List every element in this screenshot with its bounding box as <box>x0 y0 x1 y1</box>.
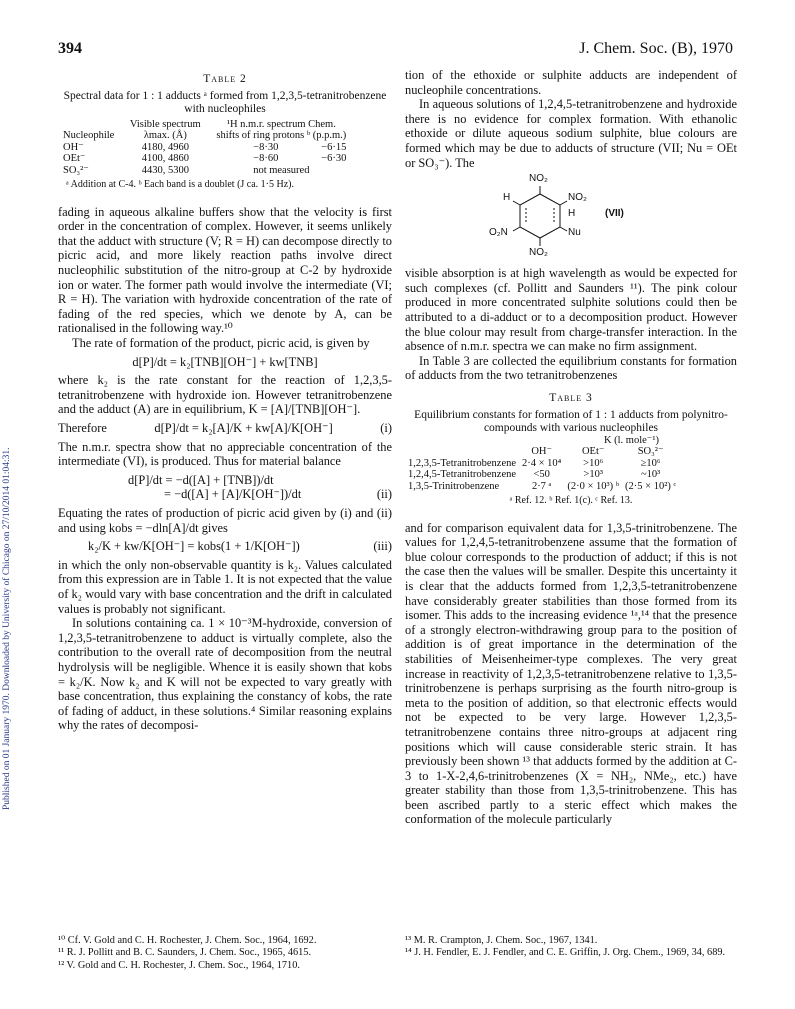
footnote: ¹⁰ Cf. V. Gold and C. H. Rochester, J. Chem. Soc., 1964, 1692. <box>58 935 317 946</box>
table-cell: −6·15 <box>321 141 347 153</box>
equation: d[P]/dt = k₂[TNB][OH⁻] + kw[TNB] <box>132 354 318 369</box>
equation-line: = −d([A] + [A]/K[OH⁻])/dt <box>164 487 302 502</box>
equation-line: d[P]/dt = −d([A] + [TNB])/dt <box>128 472 274 487</box>
download-watermark: Published on 01 January 1970. Downloaded by University of Chicago on 27/10/2014 01:04:31. <box>2 447 12 810</box>
table2-title: Spectral data for 1 : 1 adducts ᵃ formed from 1,2,3,5-tetranitrobenzene with nucleophiles <box>63 89 387 115</box>
table2-note: ᵃ Addition at C-4. ᵇ Each band is a doublet (J ca. 1·5 Hz). <box>66 179 294 191</box>
equation-body: d[P]/dt = k₂[A]/K + kw[A]/K[OH⁻] <box>154 421 333 435</box>
table3 <box>405 446 679 492</box>
table-cell: 1,2,4,5-Tetranitrobenzene <box>408 469 517 480</box>
footnote: ¹¹ R. J. Pollitt and B. C. Saunders, J. Chem. Soc., 1965, 4615. <box>58 947 312 959</box>
table2-head-nucleophile: Nucleophile <box>63 130 115 142</box>
structure-vii <box>405 172 737 264</box>
table-row <box>60 165 355 177</box>
equation-number: (i) <box>380 421 392 435</box>
table3-caption: Table 3 <box>549 391 593 404</box>
table-cell: not measured <box>253 164 310 176</box>
table-cell: 1,3,5-Trinitrobenzene <box>408 480 500 492</box>
struct-nu: Nu <box>568 227 581 239</box>
table-cell: SO₃²⁻ <box>63 164 89 176</box>
equation <box>58 539 392 554</box>
footnote: ¹⁴ J. H. Fendler, E. J. Fendler, and C. E. Griffin, J. Org. Chem., 1969, 34, 689. <box>405 947 726 959</box>
table-cell: SO₃²⁻ <box>637 446 664 457</box>
footnotes-right <box>405 935 737 960</box>
table2 <box>60 119 355 177</box>
table-cell: 2·4 × 10⁴ <box>522 457 562 469</box>
table2-head-visible: Visible spectrum λmax. (Å) <box>129 118 201 142</box>
equation-body: k₂/K + kw/K[OH⁻] = kobs(1 + 1/K[OH⁻]) <box>88 539 300 554</box>
paragraph: The rate of formation of the product, picric acid, is given by <box>72 336 370 351</box>
table-cell: (2·0 × 10³) ᵇ <box>567 480 620 492</box>
struct-no2-left: O₂N <box>489 227 508 239</box>
footnote: ¹³ M. R. Crampton, J. Chem. Soc., 1967, 1341. <box>405 935 598 946</box>
table-row <box>405 458 679 470</box>
paragraph: tion of the ethoxide or sulphite adducts are independent of nucleophile concentrations. <box>405 68 737 97</box>
struct-h-left: H <box>503 192 511 204</box>
table-cell: −8·60 <box>253 153 279 165</box>
footnotes-left <box>58 935 392 972</box>
table-cell: 4100, 4860 <box>141 153 189 165</box>
struct-top-no2: NO₂ <box>529 173 548 185</box>
table-cell: 4180, 4960 <box>141 141 189 153</box>
table2-head-nmr: ¹H n.m.r. spectrum Chem. shifts of ring protons ᵇ (p.p.m.) <box>216 118 347 142</box>
paragraph: In Table 3 are collected the equilibrium constants for formation of adducts from the two tetranitrobenzenes <box>405 353 737 383</box>
table-cell <box>349 165 355 177</box>
table-row <box>405 481 679 493</box>
equation-number: (ii) <box>376 487 392 502</box>
left-column <box>58 68 392 733</box>
paragraph: Equating the rates of production of picric acid given by (i) and (ii) and using kobs = −dln[A]/dt gives <box>58 505 392 535</box>
journal-header: J. Chem. Soc. (B), 1970 <box>579 40 733 57</box>
page-number: 394 <box>58 40 82 57</box>
paragraph: where k₂ is the rate constant for the reaction of 1,2,3,5-tetranitrobenzene with hydroxide ion. However tetranitrobenzene and the adduct (A) are in equilibrium, K = [A]/[TNB][OH⁻]. <box>58 373 392 417</box>
paragraph: In aqueous solutions of 1,2,4,5-tetranitrobenzene and hydroxide there is no evidence for complex formation. With ethanolic ethoxide or dilute aqueous sodium sulphite, blue colours are formed which may be due to adducts of structure (VII; Nu = OEt or SO₃⁻). The <box>405 97 737 170</box>
struct-label: (VII) <box>605 208 624 220</box>
table-cell: OEt⁻ <box>63 153 86 165</box>
equation <box>128 473 392 502</box>
table-cell: >10³ <box>583 469 603 480</box>
right-column <box>405 68 737 827</box>
table-cell: <50 <box>533 469 550 480</box>
table2-caption: Table 2 <box>203 73 247 85</box>
table3-k-head: K (l. mole⁻¹) <box>603 434 659 446</box>
equation-number: (iii) <box>373 539 392 554</box>
table-row <box>405 469 679 481</box>
table-cell: −8·30 <box>253 141 279 153</box>
table-cell: ~10³ <box>640 469 661 480</box>
table-cell: ≥10⁶ <box>640 457 661 469</box>
table-cell: (2·5 × 10²) ᶜ <box>625 480 677 492</box>
table-cell: 2·7 ᵃ <box>531 480 552 492</box>
paragraph: in which the only non-observable quantity is k₂. Values calculated from this expression are in Table 1. It is not expected that the value of k₂ would vary with base concentration and the drift in calculated values is probably not significant. <box>58 557 392 616</box>
equation-lead: Therefore <box>58 421 107 435</box>
table-cell <box>405 446 519 458</box>
table-cell: OH⁻ <box>531 446 553 457</box>
struct-h-right: H <box>568 208 576 220</box>
table-cell: −6·30 <box>321 153 347 165</box>
table3-title: Equilibrium constants for formation of 1 : 1 adducts from polynitro-compounds with various nucleophiles <box>414 408 728 434</box>
footnote: ¹² V. Gold and C. H. Rochester, J. Chem. Soc., 1964, 1710. <box>58 959 300 971</box>
equation <box>58 421 392 436</box>
paragraph: fading in aqueous alkaline buffers show that the velocity is first order in the concentration of complex. However, it seems unlikely that the adduct with structure (V; R = H) can decompose directly to picric acid, and more likely reaction paths involve direct nucleophilic substitution of the nitro-group at C-2 by hydroxide ion or water. The former path would involve the intermediate (VI; R = H). The variation with hydroxide concentration of the rate of fading of the red species, which we denote by A, can be rationalised in the following way.¹⁰ <box>58 204 392 336</box>
table-cell: 4430, 5300 <box>141 164 189 176</box>
table-cell: 1,2,3,5-Tetranitrobenzene <box>408 457 517 469</box>
table-row <box>60 142 355 154</box>
paragraph: and for comparison equivalent data for 1,3,5-trinitrobenzene. The values for 1,2,4,5-tetranitrobenzene assume that the formation of blue colour corresponds to the production of adduct; if this is not the case then the values will be smaller. Despite this uncertainty it is clear that the adducts formed from 1,2,3,5-tetranitrobenzene have considerably greater stabilities than those formed from its isomer. This adds to the increasing evidence ¹ᵃ,¹⁴ that the presence of a strongly electron-withdrawing group para to the position of addition is of great importance in the determination of the stabilities of Meisenheimer-type complexes. The very great increase in reactivity of 1,2,3,5-tetranitrobenzene relative to 1,3,5-trinitrobenzene is perhaps surprising as the fourth nitro-group is meta to the position of addition, so that electronic effects would not be expected to be very large. However 1,2,3,5-tetranitrobenzene contains three nitro-groups at adjacent ring positions which will cause considerable steric strain. It has previously been shown ¹³ that adducts formed by the addition at C-3 to 1-X-2,4,6-trinitrobenzenes (X = NH₂, NMe₂, etc.) have greater stability than those from 1,3,5-trinitrobenzene. This has been ascribed partly to a steric effect which makes the conformation of the molecule particularly <box>405 520 737 827</box>
table-row <box>60 153 355 165</box>
paragraph: visible absorption is at high wavelength as would be expected for such complexes (cf. Pollitt and Saunders ¹¹). The pink colour produced in more concentrated sulphite solutions could then be attributed to a di-adduct or to a decomposition product. However the blue colour may result from charge-transfer interaction. In the absence of n.m.r. spectra we can make no firm assignment. <box>405 266 737 354</box>
table-cell: OEt⁻ <box>581 446 605 457</box>
struct-bottom-no2: NO₂ <box>529 247 548 259</box>
table-cell: >10⁶ <box>583 457 604 469</box>
paragraph: The n.m.r. spectra show that no appreciable concentration of the intermediate (VI), is produced. Thus for material balance <box>58 439 392 469</box>
struct-no2-right: NO₂ <box>568 192 587 204</box>
table-cell: OH⁻ <box>63 141 84 153</box>
paragraph: In solutions containing ca. 1 × 10⁻³M-hydroxide, conversion of 1,2,3,5-tetranitrobenzene to adduct is virtually complete, also the contribution to the overall rate of decomposition from the neutral hydrolysis will be negligible. Whence it is easily shown that kobs = k₂/K. Now k₂ and K will not be expected to vary greatly with base concentration, thus explaining the constancy of kobs, the rate of fading of adduct, in these solutions.⁴ Similar reasoning explains why the rates of decomposi- <box>58 616 392 733</box>
table3-note: ᵃ Ref. 12. ᵇ Ref. 1(c). ᶜ Ref. 13. <box>509 495 633 506</box>
